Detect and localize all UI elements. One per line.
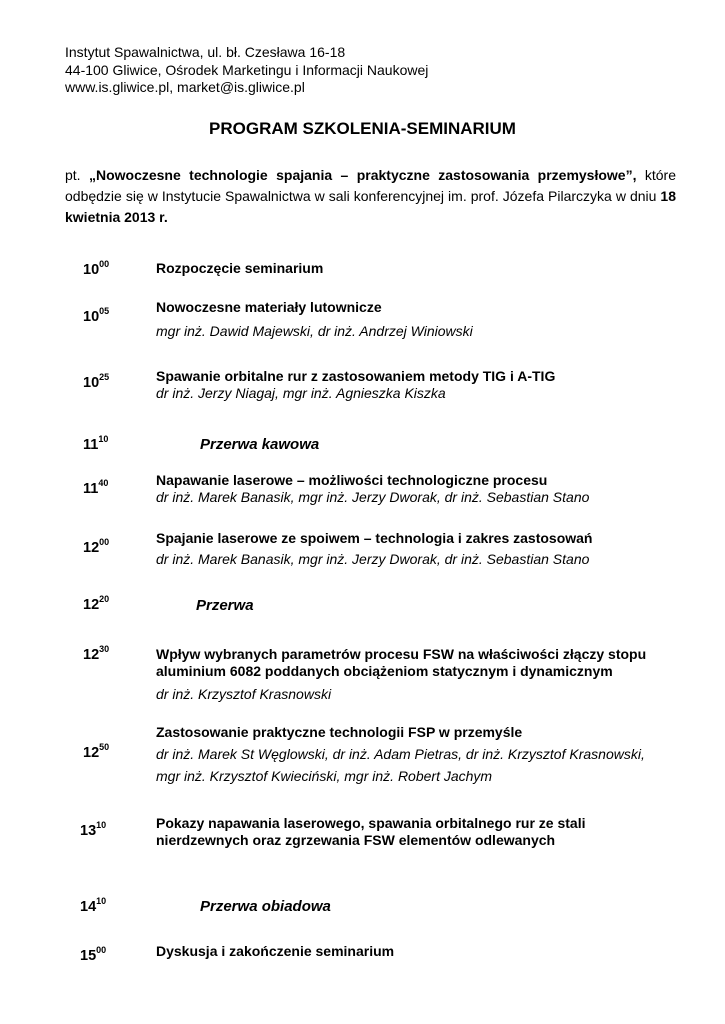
time-label: $10^{25}$ — [83, 372, 110, 391]
session-title: Zastosowanie praktyczne technologii FSP w przemyśle — [156, 724, 523, 740]
intro-text: które odbędzie się w Instytucie Spawalnictwa w sali konferencyjnej im. prof. Józefa Pilarczyka w dniu — [65, 167, 676, 204]
time-label: $11^{10}$ — [83, 434, 109, 453]
intro-prefix: pt. — [65, 167, 89, 183]
session-title: Spawanie orbitalne rur z zastosowaniem metody TIG i A-TIG — [156, 368, 556, 384]
time-label: $11^{40}$ — [83, 478, 109, 497]
time-label: $12^{50}$ — [83, 742, 110, 761]
time-label: $15^{00}$ — [80, 945, 107, 964]
page-title: PROGRAM SZKOLENIA-SEMINARIUM — [209, 119, 516, 138]
lunch-break: Przerwa obiadowa — [200, 898, 331, 915]
session-title: Wpływ wybranych parametrów procesu FSW na właściwości złączy stopu — [156, 646, 647, 662]
institute-address — [65, 44, 428, 97]
session-title: Rozpoczęcie seminarium — [156, 260, 324, 276]
session-speakers: dr inż. Krzysztof Krasnowski — [156, 686, 332, 702]
session-speakers: dr inż. Marek Banasik, mgr inż. Jerzy Dworak, dr inż. Sebastian Stano — [156, 489, 590, 505]
session-title: Spajanie laserowe ze spoiwem – technologia i zakres zastosowań — [156, 530, 593, 546]
session-title: Pokazy napawania laserowego, spawania orbitalnego rur ze stali — [156, 815, 586, 831]
session-title: Napawanie laserowe – możliwości technologiczne procesu — [156, 472, 548, 488]
intro-paragraph — [65, 165, 676, 228]
time-label: $10^{05}$ — [83, 306, 110, 325]
session-speakers: mgr inż. Dawid Majewski, dr inż. Andrzej Winiowski — [156, 323, 473, 339]
time-label: $12^{30}$ — [83, 644, 110, 663]
session-title: aluminium 6082 poddanych obciążeniom statycznym i dynamicznym — [156, 663, 613, 679]
session-title: Dyskusja i zakończenie seminarium — [156, 943, 395, 959]
break: Przerwa — [196, 597, 254, 614]
session-speakers: dr inż. Marek St Węglowski, dr inż. Adam Pietras, dr inż. Krzysztof Krasnowski, — [156, 746, 645, 762]
seminar-date: 18 kwietnia 2013 r. — [65, 188, 676, 225]
coffee-break: Przerwa kawowa — [200, 436, 320, 453]
time-label: $10^{00}$ — [83, 259, 110, 278]
time-label: $13^{10}$ — [80, 820, 107, 839]
session-title: Nowoczesne materiały lutownicze — [156, 299, 382, 315]
session-speakers: dr inż. Jerzy Niagaj, mgr inż. Agnieszka Kiszka — [156, 385, 446, 401]
address-line: 44-100 Gliwice, Ośrodek Marketingu i Informacji Naukowej — [65, 61, 429, 78]
session-speakers: mgr inż. Krzysztof Kwieciński, mgr inż. Robert Jachym — [156, 768, 493, 784]
time-label: $12^{00}$ — [83, 537, 110, 556]
time-label: $12^{20}$ — [83, 594, 110, 613]
address-line: Instytut Spawalnictwa, ul. bł. Czesława 16-18 — [65, 44, 346, 60]
session-speakers: dr inż. Marek Banasik, mgr inż. Jerzy Dworak, dr inż. Sebastian Stano — [156, 551, 590, 567]
address-line: www.is.gliwice.pl, market@is.gliwice.pl — [65, 79, 305, 95]
seminar-name: „Nowoczesne technologie spajania – praktyczne zastosowania przemysłowe”, — [88, 167, 637, 183]
session-title: nierdzewnych oraz zgrzewania FSW elementów odlewanych — [156, 832, 556, 848]
time-label: $14^{10}$ — [80, 896, 107, 915]
